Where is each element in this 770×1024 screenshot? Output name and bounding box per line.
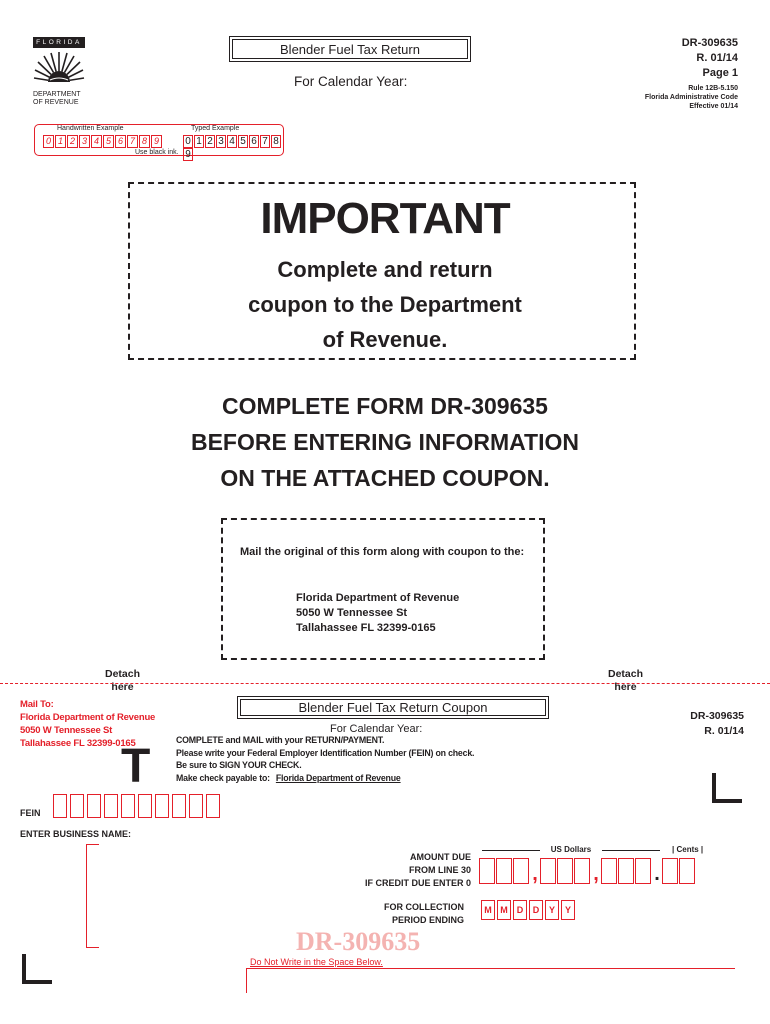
mail-to-line: 5050 W Tennessee St (20, 725, 113, 736)
example-digit: 8 (139, 135, 150, 148)
amount-due-label (340, 851, 471, 890)
collection-line: PERIOD ENDING (391, 915, 464, 925)
complete-line: ON THE ATTACHED COUPON. (220, 465, 550, 491)
date-box-day[interactable]: D (529, 900, 543, 920)
amount-line: AMOUNT DUE (410, 852, 471, 862)
scan-mark-t: T (121, 740, 151, 793)
us-dollars-header (482, 845, 660, 854)
example-digit: 4 (227, 135, 237, 148)
do-not-write-notice: Do Not Write in the Space Below. (250, 957, 383, 967)
amount-digit-box[interactable] (540, 858, 556, 884)
amount-digit-box[interactable] (557, 858, 573, 884)
form-id-block (682, 36, 738, 81)
collection-period-label (340, 901, 464, 927)
form-title: Blender Fuel Tax Return (232, 39, 468, 59)
period-ending-input[interactable] (481, 900, 577, 920)
coupon-calendar-year-label: For Calendar Year: (330, 723, 423, 735)
effective-date: Effective 01/14 (689, 103, 738, 110)
page-number: Page 1 (702, 67, 738, 79)
logo-state-text: FLORIDA (33, 37, 85, 48)
handwritten-digits (43, 135, 163, 148)
complete-line: BEFORE ENTERING INFORMATION (190, 429, 579, 455)
detach-here-left (100, 668, 145, 694)
sunburst-icon (33, 48, 85, 84)
business-name-field[interactable] (86, 844, 99, 948)
example-digit: 3 (79, 135, 90, 148)
mail-to-line: Florida Department of Revenue (20, 712, 156, 723)
logo-dept-line1: DEPARTMENT (33, 91, 81, 98)
fein-label: FEIN (20, 808, 41, 818)
amount-line: FROM LINE 30 (408, 865, 471, 875)
payable-to-label: Make check payable to: (176, 772, 270, 783)
fein-digit-box[interactable] (104, 794, 118, 818)
date-box-month[interactable]: M (497, 900, 511, 920)
detach-text: Detach (607, 668, 643, 680)
example-digit: 6 (115, 135, 126, 148)
example-digit: 4 (91, 135, 102, 148)
here-text: here (614, 681, 637, 693)
fein-digit-box[interactable] (189, 794, 203, 818)
example-digit: 2 (205, 135, 215, 148)
amount-digit-box[interactable] (618, 858, 634, 884)
admin-code: Florida Administrative Code (644, 94, 738, 101)
amount-digit-box[interactable] (635, 858, 651, 884)
example-digit: 0 (43, 135, 54, 148)
important-heading: IMPORTANT (260, 194, 510, 243)
comma-separator: , (532, 863, 538, 885)
complete-line: COMPLETE FORM DR-309635 (222, 393, 548, 419)
amount-digit-box[interactable] (479, 858, 495, 884)
office-use-area (246, 968, 735, 993)
comma-separator: , (593, 863, 599, 885)
date-box-year[interactable]: Y (561, 900, 575, 920)
handwritten-example-label: Handwritten Example (57, 125, 124, 132)
mail-address (296, 591, 459, 636)
mail-instruction-box (221, 518, 545, 660)
coupon-title: Blender Fuel Tax Return Coupon (240, 699, 546, 716)
mail-to-label: Mail To: (20, 699, 54, 710)
fein-input[interactable] (53, 794, 223, 818)
mail-instruction: Mail the original of this form along with coupon to the: (240, 546, 525, 558)
corner-mark-top-right (712, 773, 742, 803)
example-digit: 1 (194, 135, 204, 148)
example-digit: 7 (260, 135, 270, 148)
fein-digit-box[interactable] (172, 794, 186, 818)
example-digit: 9 (151, 135, 162, 148)
typed-example-label: Typed Example (191, 125, 240, 132)
address-line: Tallahassee FL 32399-0165 (296, 622, 436, 634)
date-box-day[interactable]: D (513, 900, 527, 920)
payee-name: Florida Department of Revenue (275, 772, 401, 783)
detach-text: Detach (104, 668, 140, 680)
collection-line: FOR COLLECTION (384, 902, 464, 912)
important-line: Complete and return (277, 257, 493, 282)
example-digit: 7 (127, 135, 138, 148)
fein-digit-box[interactable] (155, 794, 169, 818)
dor-logo (33, 37, 85, 107)
instruction-line: COMPLETE and MAIL with your RETURN/PAYMENT. (176, 735, 385, 745)
corner-mark-bottom-left (22, 954, 52, 984)
us-dollars-label: US Dollars (550, 845, 592, 854)
decimal-separator: . (654, 863, 660, 885)
calendar-year-label: For Calendar Year: (294, 74, 408, 89)
example-digit: 9 (183, 148, 193, 161)
date-box-year[interactable]: Y (545, 900, 559, 920)
complete-form-notice (0, 388, 770, 496)
instruction-line: Be sure to SIGN YOUR CHECK. (176, 760, 302, 770)
logo-dept-line2: OF REVENUE (33, 99, 79, 106)
coupon-title-box (237, 696, 549, 719)
use-black-ink-note: Use black ink. (135, 149, 179, 156)
fein-digit-box[interactable] (53, 794, 67, 818)
form-revision: R. 01/14 (696, 52, 738, 64)
detach-here-right (603, 668, 648, 694)
amount-due-input[interactable] (479, 858, 696, 890)
fein-digit-box[interactable] (87, 794, 101, 818)
instruction-line (176, 772, 474, 785)
typed-digits (183, 135, 283, 161)
example-digit: 5 (238, 135, 248, 148)
cents-label: Cents (676, 845, 699, 854)
fein-digit-box[interactable] (70, 794, 84, 818)
date-box-month[interactable]: M (481, 900, 495, 920)
example-digit: 1 (55, 135, 66, 148)
fein-digit-box[interactable] (138, 794, 152, 818)
fein-digit-box[interactable] (121, 794, 135, 818)
example-digit: 2 (67, 135, 78, 148)
rule-block (645, 84, 738, 111)
cents-digit-box[interactable] (662, 858, 678, 884)
cents-header: | Cents | (672, 845, 704, 854)
form-number: DR-309635 (681, 37, 738, 49)
form-watermark: DR-309635 (296, 927, 421, 956)
coupon-revision: R. 01/14 (704, 725, 744, 737)
example-digit: 8 (271, 135, 281, 148)
amount-digit-box[interactable] (574, 858, 590, 884)
amount-line: IF CREDIT DUE ENTER 0 (364, 878, 471, 888)
business-name-label: ENTER BUSINESS NAME: (20, 829, 132, 839)
example-digit: 5 (103, 135, 114, 148)
mail-to-line: Tallahassee FL 32399-0165 (20, 738, 136, 749)
address-line: Florida Department of Revenue (296, 592, 460, 604)
coupon-instructions (176, 734, 474, 784)
fein-digit-box[interactable] (206, 794, 220, 818)
instruction-line: Please write your Federal Employer Identification Number (FEIN) on check. (176, 747, 475, 758)
amount-digit-box[interactable] (601, 858, 617, 884)
amount-digit-box[interactable] (496, 858, 512, 884)
example-digit: 6 (249, 135, 259, 148)
form-title-box (229, 36, 471, 62)
cents-digit-box[interactable] (679, 858, 695, 884)
example-digit: 3 (216, 135, 226, 148)
example-digit: 0 (183, 135, 193, 148)
important-line: of Revenue. (322, 327, 448, 352)
coupon-form-id (690, 709, 744, 739)
rule-number: Rule 12B-5.150 (688, 85, 738, 92)
detach-cut-line (0, 683, 770, 684)
important-line: coupon to the Department (248, 292, 522, 317)
amount-digit-box[interactable] (513, 858, 529, 884)
here-text: here (111, 681, 134, 693)
address-line: 5050 W Tennessee St (296, 607, 408, 619)
coupon-form-number: DR-309635 (690, 710, 744, 722)
important-text (0, 252, 770, 357)
